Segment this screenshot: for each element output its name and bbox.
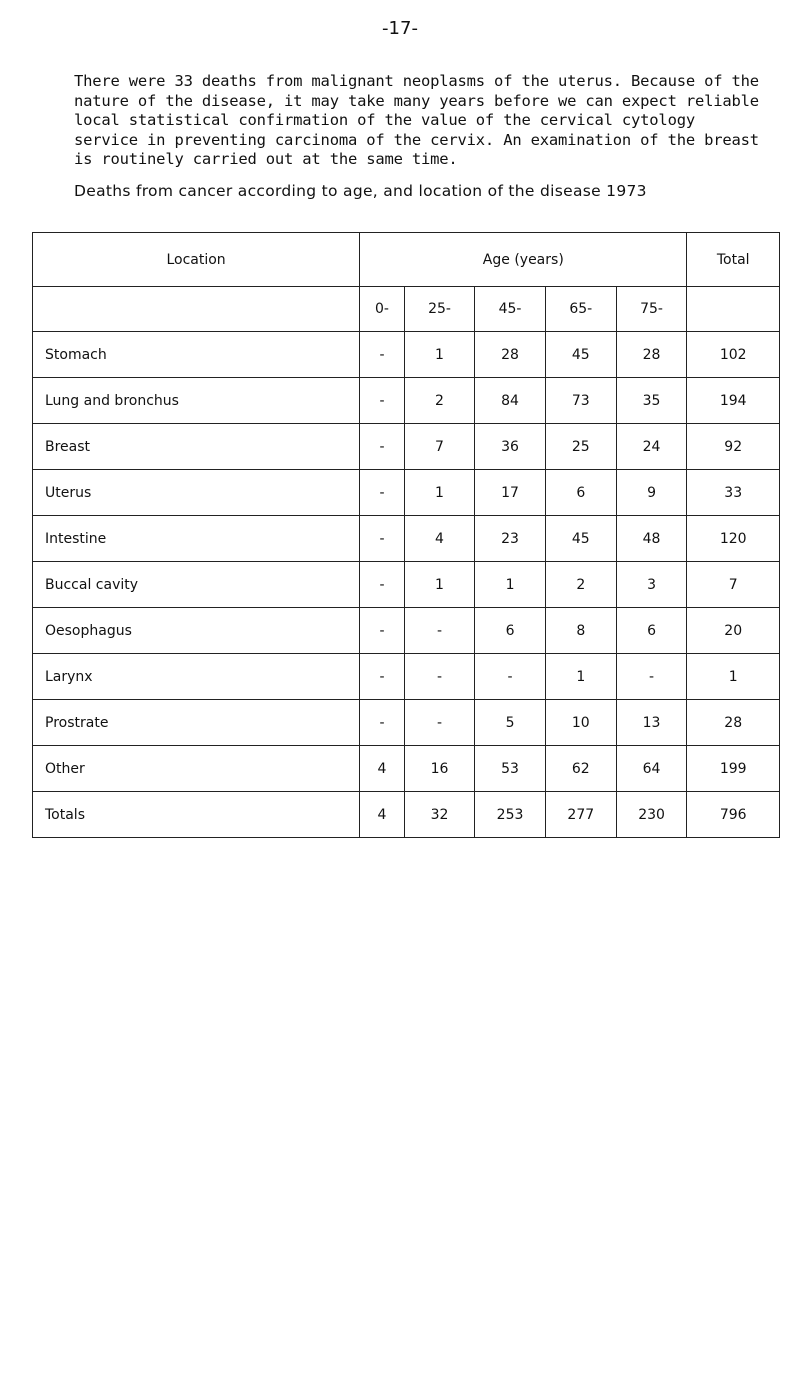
- age-value-cell: 2: [404, 378, 474, 424]
- table-row: [33, 608, 780, 654]
- cancer-deaths-table: [32, 232, 780, 838]
- age-value-cell: -: [475, 654, 546, 700]
- location-cell: Lung and bronchus: [33, 378, 360, 424]
- age-value-cell: 17: [475, 470, 546, 516]
- age-value-cell: 28: [475, 332, 546, 378]
- age-value-cell: -: [360, 378, 405, 424]
- age-value-cell: -: [404, 608, 474, 654]
- age-value-cell: 4: [360, 746, 405, 792]
- row-total-cell: 28: [687, 700, 780, 746]
- totals-cell: 32: [404, 792, 474, 838]
- location-cell: Prostrate: [33, 700, 360, 746]
- table-row: [33, 424, 780, 470]
- table-header-row: [33, 233, 780, 287]
- age-value-cell: 9: [616, 470, 687, 516]
- row-total-cell: 199: [687, 746, 780, 792]
- age-value-cell: 53: [475, 746, 546, 792]
- age-value-cell: 62: [545, 746, 616, 792]
- row-total-cell: 7: [687, 562, 780, 608]
- header-total: Total: [687, 233, 780, 287]
- age-group-row: [33, 287, 780, 332]
- table-row: [33, 562, 780, 608]
- age-value-cell: 45: [545, 516, 616, 562]
- age-value-cell: 1: [545, 654, 616, 700]
- totals-cell: 4: [360, 792, 405, 838]
- page-number: -17-: [382, 18, 418, 39]
- totals-row: [33, 792, 780, 838]
- location-cell: Larynx: [33, 654, 360, 700]
- age-value-cell: 13: [616, 700, 687, 746]
- table-row: [33, 516, 780, 562]
- age-value-cell: 6: [616, 608, 687, 654]
- totals-label: Totals: [33, 792, 360, 838]
- row-total-cell: 120: [687, 516, 780, 562]
- age-group-cell: 25-: [404, 287, 474, 332]
- age-value-cell: 35: [616, 378, 687, 424]
- age-group-cell: 45-: [475, 287, 546, 332]
- age-value-cell: 4: [404, 516, 474, 562]
- age-value-cell: -: [360, 424, 405, 470]
- age-value-cell: 84: [475, 378, 546, 424]
- row-total-cell: 102: [687, 332, 780, 378]
- age-group-cell: 0-: [360, 287, 405, 332]
- header-location: Location: [33, 233, 360, 287]
- row-total-cell: 33: [687, 470, 780, 516]
- header-age: Age (years): [360, 233, 687, 287]
- row-total-cell: 20: [687, 608, 780, 654]
- age-group-cell: 65-: [545, 287, 616, 332]
- age-value-cell: 25: [545, 424, 616, 470]
- age-value-cell: 5: [475, 700, 546, 746]
- age-value-cell: -: [360, 608, 405, 654]
- table-row: [33, 700, 780, 746]
- location-cell: Other: [33, 746, 360, 792]
- age-value-cell: 23: [475, 516, 546, 562]
- row-total-cell: 1: [687, 654, 780, 700]
- age-value-cell: -: [360, 470, 405, 516]
- age-value-cell: 1: [404, 332, 474, 378]
- age-value-cell: -: [404, 654, 474, 700]
- totals-cell: 253: [475, 792, 546, 838]
- age-value-cell: 24: [616, 424, 687, 470]
- age-value-cell: -: [404, 700, 474, 746]
- age-value-cell: -: [360, 700, 405, 746]
- age-value-cell: 45: [545, 332, 616, 378]
- age-value-cell: 73: [545, 378, 616, 424]
- location-cell: Uterus: [33, 470, 360, 516]
- body-paragraph: There were 33 deaths from malignant neoplasms of the uterus. Because of the nature of the disease, it may take many years before we can expect reliable local statistical confirmation of the value of the cervical cytology service in preventing carcinoma of the cervix. An examination of the breast is routinely carried out at the same time.: [74, 72, 759, 168]
- age-value-cell: 8: [545, 608, 616, 654]
- age-value-cell: 16: [404, 746, 474, 792]
- totals-cell: 230: [616, 792, 687, 838]
- age-value-cell: 7: [404, 424, 474, 470]
- age-value-cell: 10: [545, 700, 616, 746]
- age-group-blank: [33, 287, 360, 332]
- age-value-cell: 1: [404, 562, 474, 608]
- location-cell: Oesophagus: [33, 608, 360, 654]
- age-value-cell: 1: [475, 562, 546, 608]
- table-row: [33, 378, 780, 424]
- table-row: [33, 654, 780, 700]
- age-value-cell: 28: [616, 332, 687, 378]
- age-value-cell: 36: [475, 424, 546, 470]
- location-cell: Breast: [33, 424, 360, 470]
- age-value-cell: -: [360, 332, 405, 378]
- age-value-cell: 2: [545, 562, 616, 608]
- age-value-cell: -: [360, 562, 405, 608]
- age-group-blank: [687, 287, 780, 332]
- age-value-cell: 6: [475, 608, 546, 654]
- totals-cell: 277: [545, 792, 616, 838]
- table-row: [33, 746, 780, 792]
- age-value-cell: 64: [616, 746, 687, 792]
- location-cell: Intestine: [33, 516, 360, 562]
- grand-total-cell: 796: [687, 792, 780, 838]
- table-row: [33, 470, 780, 516]
- age-group-cell: 75-: [616, 287, 687, 332]
- table-caption: Deaths from cancer according to age, and location of the disease 1973: [74, 182, 647, 200]
- age-value-cell: 3: [616, 562, 687, 608]
- row-total-cell: 194: [687, 378, 780, 424]
- age-value-cell: -: [616, 654, 687, 700]
- location-cell: Stomach: [33, 332, 360, 378]
- age-value-cell: 6: [545, 470, 616, 516]
- row-total-cell: 92: [687, 424, 780, 470]
- age-value-cell: -: [360, 654, 405, 700]
- age-value-cell: -: [360, 516, 405, 562]
- age-value-cell: 48: [616, 516, 687, 562]
- table-row: [33, 332, 780, 378]
- age-value-cell: 1: [404, 470, 474, 516]
- location-cell: Buccal cavity: [33, 562, 360, 608]
